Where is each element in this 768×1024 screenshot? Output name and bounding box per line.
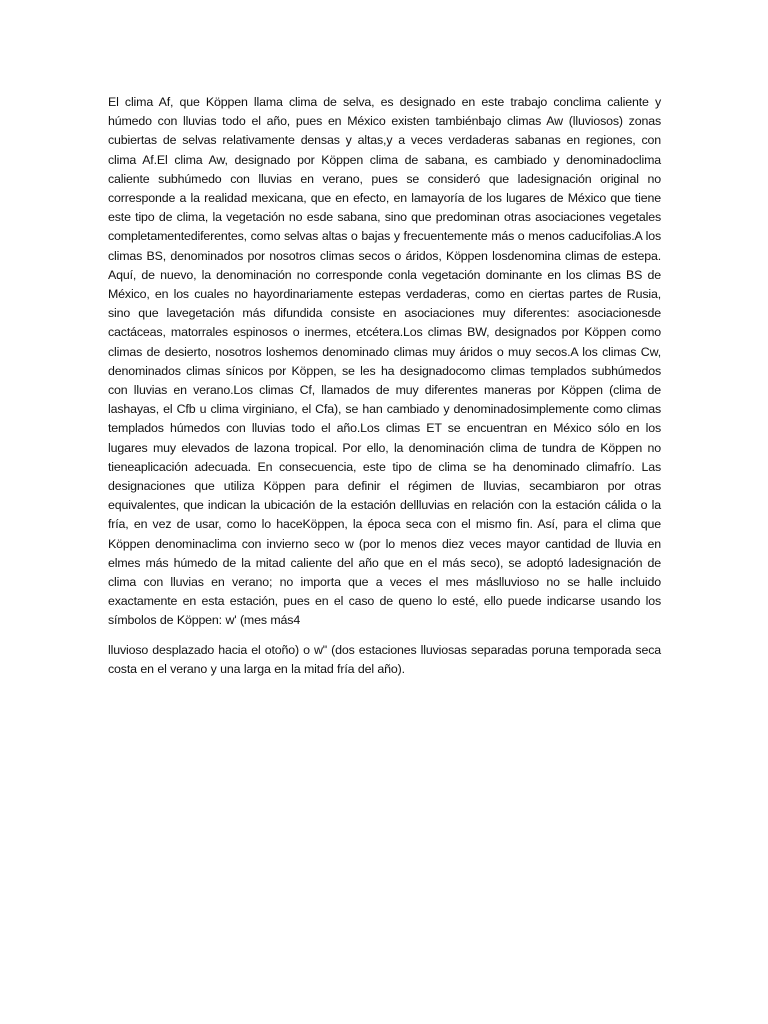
document-body — [108, 93, 661, 689]
paragraph-2: lluvioso desplazado hacia el otoño) o w" (dos estaciones lluviosas separadas poruna temporada seca costa en el verano y una larga en la mitad fría del año). — [108, 642, 661, 676]
paragraph-1: El clima Af, que Köppen llama clima de selva, es designado en este trabajo conclima caliente y húmedo con lluvias todo el año, pues en México existen tambiénbajo climas Aw (lluviosos) zonas cubiertas de selvas relativamente densas y altas,y a veces verdaderas sabanas en regiones, con clima Af.El clima Aw, designado por Köppen clima de sabana, es cambiado y denominadoclima caliente subhúmedo con lluvias en verano, pues se consideró que ladesignación original no corresponde a la realidad mexicana, que en efecto, en lamayoría de los lugares de México que tiene este tipo de clima, la vegetación no esde sabana, sino que predominan otras asociaciones vegetales completamentediferentes, como selvas altas o bajas y frecuentemente más o menos caducifolias.A los climas BS, denominados por nosotros climas secos o áridos, Köppen losdenomina climas de estepa. Aquí, de nuevo, la denominación no corresponde conla vegetación dominante en los climas BS de México, en los cuales no hayordinariamente estepas verdaderas, como en ciertas partes de Rusia, sino que lavegetación más difundida consiste en asociaciones muy diferentes: asociacionesde cactáceas, matorrales espinosos o inermes, etcétera.Los climas BW, designados por Köppen como climas de desierto, nosotros loshemos denominado climas muy áridos o muy secos.A los climas Cw, denominados climas sínicos por Köppen, se les ha designadocomo climas templados subhúmedos con lluvias en verano.Los climas Cf, llamados de muy diferentes maneras por Köppen (clima de lashayas, el Cfb u clima virginiano, el Cfa), se han cambiado y denominadosimplemente como climas templados húmedos con lluvias todo el año.Los climas ET se encuentran en México sólo en los lugares muy elevados de lazona tropical. Por ello, la denominación clima de tundra de Köppen no tieneaplicación adecuada. En consecuencia, este tipo de clima se ha denominado climafrío. Las designaciones que utiliza Köppen para definir el régimen de lluvias, secambiaron por otras equivalentes, que indican la ubicación de la estación dellluvias en relación con la estación cálida o la fría, en vez de usar, como lo haceKöppen, la época seca con el mismo fin. Así, para el clima que Köppen denominaclima con invierno seco w (por lo menos diez veces mayor cantidad de lluvia en elmes más húmedo de la mitad caliente del año que en el más seco), se adoptó ladesignación de clima con lluvias en verano; no importa que a veces el mes máslluvioso no se halle incluido exactamente en esta estación, pues en el caso de queno lo esté, ello puede indicarse usando los símbolos de Köppen: w' (mes más4 — [108, 95, 661, 628]
